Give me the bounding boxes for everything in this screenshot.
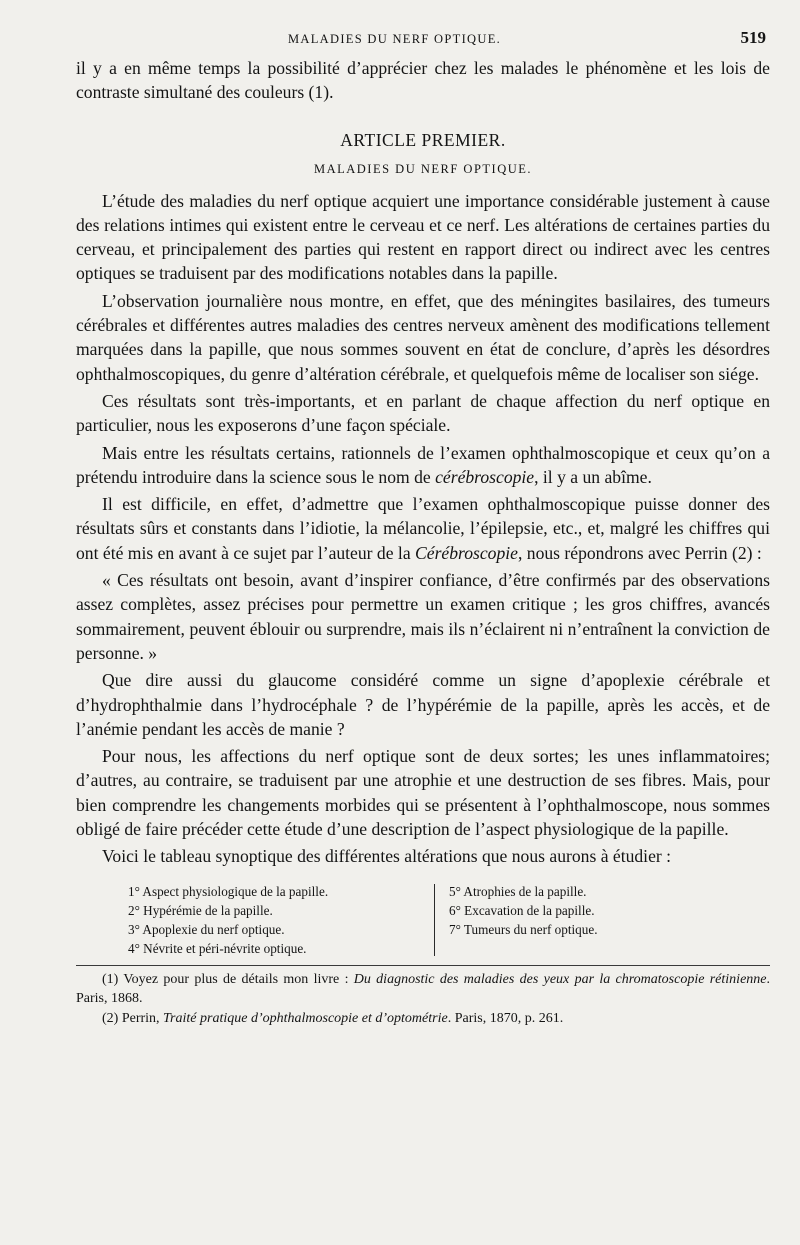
running-head xyxy=(76,26,770,56)
footnote-1-text-a: (1) Voyez pour plus de détails mon livre : xyxy=(102,971,354,987)
synoptic-divider xyxy=(434,884,435,956)
paragraph-7: Que dire aussi du glaucome considéré comme un signe d’apoplexie cérébrale et d’hydrophthalmie dans l’hydrocéphale ? de l’hypérémie de la papille, après les accès, et de l’anémie pendant les accès de manie ? xyxy=(76,670,770,739)
synoptic-item: 5° Atrophies de la papille. xyxy=(449,883,587,899)
page-number: 519 xyxy=(740,28,766,47)
paragraph-5-text-b: , nous répondrons avec Perrin (2) : xyxy=(517,542,762,563)
paragraph-6-quote: « Ces résultats ont besoin, avant d’inspirer confiance, d’être confirmés par des observations assez complètes, assez précises pour permettre un examen critique ; les gros chiffres, avancés sommairement, peuvent éblouir ou surprendre, mais ils n’éclairent ni n’entraînent la conviction de personne. » xyxy=(76,570,770,663)
paragraph-5-text-a: Il est difficile, en effet, d’admettre que l’examen ophthalmoscopique puisse donner des résultats sûrs et constants dans l’idiotie, la mélancolie, l’épilepsie, etc., et, malgré les chiffres qui ont été mis en avant à ce sujet par l’auteur de la xyxy=(76,494,770,563)
synoptic-item: 3° Apoplexie du nerf optique. xyxy=(128,921,285,937)
paragraph-2: L’observation journalière nous montre, en effet, que des méningites basilaires, des tumeurs cérébrales et différentes autres maladies des centres nerveux amènent des modifications tellement marquées dans la papille, que nous sommes souvent en état de conclure, d’après les désordres ophthalmoscopiques, du genre d’altération cérébrale, et quelquefois même de localiser son siége. xyxy=(76,290,770,384)
synoptic-column-right xyxy=(449,882,598,958)
synoptic-table xyxy=(128,882,770,958)
footnote-1 xyxy=(76,970,770,1009)
paragraph-4-emphasis: cérébroscopie xyxy=(435,466,535,487)
footnote-1-title: Du diagnostic des maladies des yeux par la chromatoscopie rétinienne xyxy=(353,971,767,987)
paragraph-4-text-a: Mais entre les résultats certains, rationnels de l’examen ophthalmoscopique et ceux qu’on a prétendu introduire dans la science sous le nom de xyxy=(76,442,770,487)
synoptic-item: 4° Névrite et péri-névrite optique. xyxy=(128,940,307,956)
footnote-2-text-a: (2) Perrin, xyxy=(102,1010,164,1026)
book-page xyxy=(76,26,770,1028)
article-title: ARTICLE PREMIER. xyxy=(340,129,506,150)
footnotes xyxy=(76,970,770,1029)
synoptic-item: 1° Aspect physiologique de la papille. xyxy=(128,883,329,899)
paragraph-3: Ces résultats sont très-importants, et en parlant de chaque affection du nerf optique en particulier, nous les exposerons d’une façon spéciale. xyxy=(76,390,770,436)
section-title: MALADIES DU NERF OPTIQUE. xyxy=(313,161,533,176)
footnote-rule xyxy=(76,965,770,966)
synoptic-item: 7° Tumeurs du nerf optique. xyxy=(449,921,598,937)
synoptic-item: 6° Excavation de la papille. xyxy=(449,902,595,918)
intro-text: il y a en même temps la possibilité d’apprécier chez les malades le phénomène et les lois de contraste simultané des couleurs (1). xyxy=(76,58,770,103)
paragraph-1: L’étude des maladies du nerf optique acquiert une importance considérable justement à cause des relations intimes qui existent entre le cerveau et ce nerf. Les altérations de certaines parties du cerveau, et principalement des parties qui restent en rapport direct ou indirect avec les centres optiques se traduisent par des modifications notables dans la papille. xyxy=(76,190,770,284)
synoptic-item: 2° Hypérémie de la papille. xyxy=(128,902,273,918)
paragraph-8: Pour nous, les affections du nerf optique sont de deux sortes; les unes inflammatoires; d’autres, au contraire, se traduisent par une atrophie et une destruction de ses fibres. Mais, pour bien comprendre les changements morbides qui se présentent à l’ophthalmoscope, nous sommes obligé de faire précéder cette étude d’une description de l’aspect physiologique de la papille. xyxy=(76,746,770,840)
footnote-2-title: Traité pratique d’ophthalmoscopie et d’optométrie xyxy=(163,1010,448,1026)
synoptic-column-left xyxy=(128,882,420,958)
footnote-1-text-b: . Paris, 1868. xyxy=(76,971,770,1007)
paragraph-5-emphasis: Cérébroscopie xyxy=(415,542,518,563)
running-title: MALADIES DU NERF OPTIQUE. xyxy=(288,32,502,46)
paragraph-4 xyxy=(76,441,770,490)
paragraph-9: Voici le tableau synoptique des différentes altérations que nous aurons à étudier : xyxy=(102,846,672,867)
paragraph-4-text-b: , il y a un abîme. xyxy=(534,466,652,487)
footnote-2-text-b: . Paris, 1870, p. 261. xyxy=(447,1010,564,1026)
paragraph-5 xyxy=(76,492,770,565)
footnote-2 xyxy=(76,1009,770,1029)
